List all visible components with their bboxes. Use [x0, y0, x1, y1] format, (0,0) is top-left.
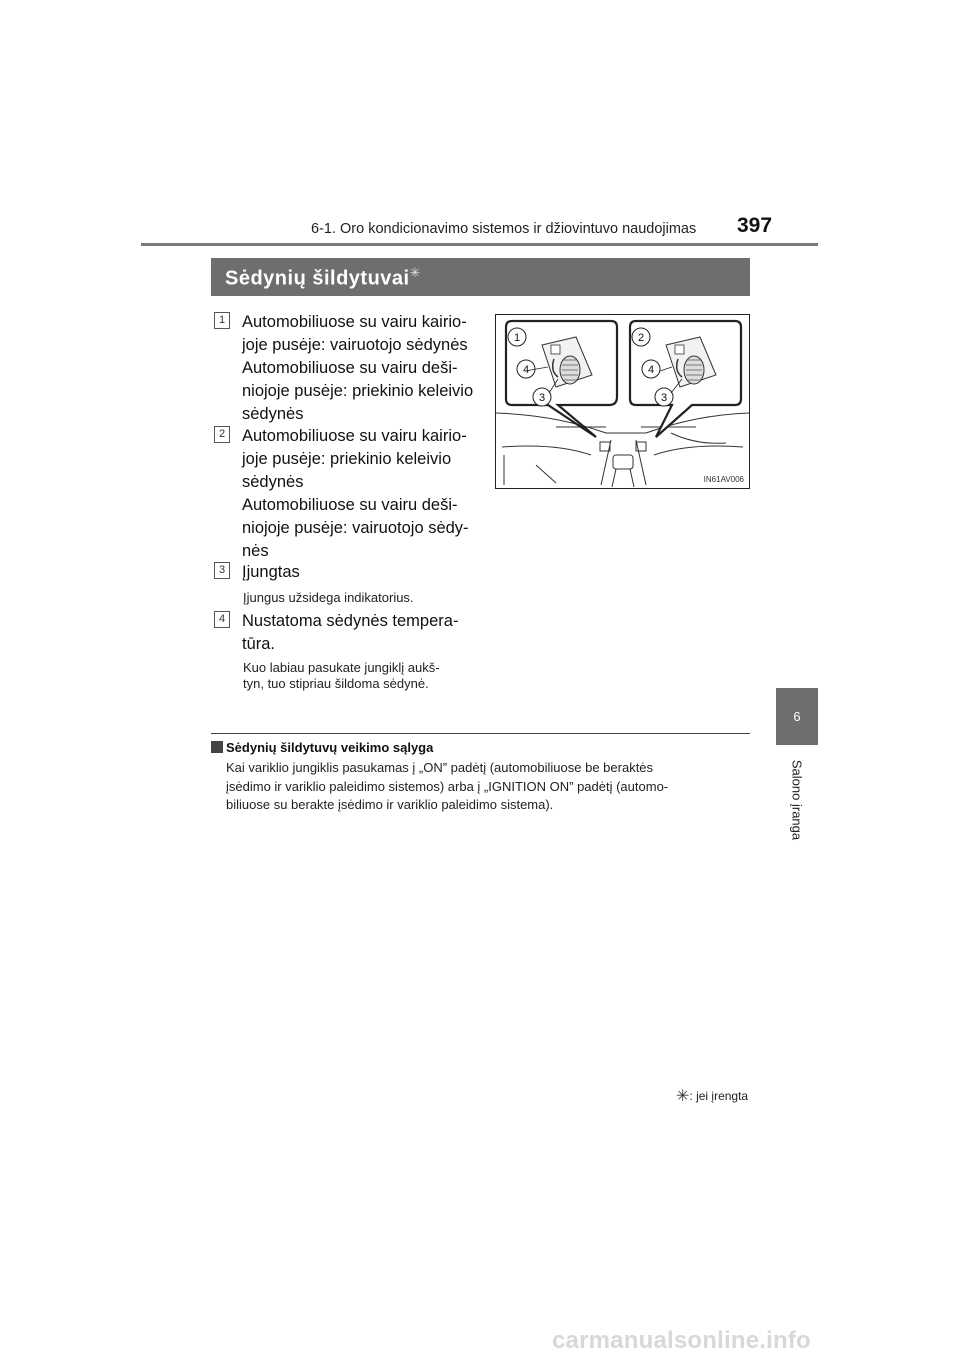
callout-label: 1 [513, 332, 521, 344]
item-3-note: Įjungus užsidega indikatorius. [243, 590, 414, 605]
item-number-3: 3 [214, 562, 230, 579]
console-line [636, 440, 646, 485]
item-number-2: 2 [214, 426, 230, 443]
item-4-text [242, 610, 478, 656]
item-1-line: Automobiliuose su vairu deši- [242, 359, 458, 377]
chapter-label: Salono įranga [789, 759, 805, 841]
item-4-line: tūra. [242, 635, 276, 653]
dashboard-edge [496, 413, 749, 433]
callout-label: 4 [522, 364, 530, 376]
footnote-marker-icon: ✳ [676, 1088, 690, 1105]
header-rule [141, 243, 818, 246]
chapter-tab [776, 688, 818, 745]
item-1-line: niojoje pusėje: priekinio keleivio [242, 382, 474, 400]
gear-shifter [613, 455, 633, 469]
item-2-line: joje pusėje: priekinio keleivio [242, 450, 452, 468]
seat-heater-illustration [495, 314, 750, 489]
note-heading: Sėdynių šildytuvų veikimo sąlyga [226, 740, 434, 755]
chapter-number: 6 [793, 709, 801, 724]
item-number-1: 1 [214, 312, 230, 329]
footnote-text: : jei įrengta [689, 1089, 749, 1103]
callout-label: 3 [538, 392, 546, 404]
footnote [676, 1086, 748, 1106]
note-body [226, 759, 748, 815]
console-line [612, 469, 634, 487]
section-title [225, 265, 421, 291]
watermark: carmanualsonline.info [552, 1327, 811, 1354]
section-title-text: Sėdynių šildytuvai [225, 267, 410, 290]
item-2-line: Automobiliuose su vairu deši- [242, 496, 458, 514]
item-2-line: Automobiliuose su vairu kairio- [242, 427, 467, 445]
section-divider [211, 733, 750, 734]
item-1-text [242, 311, 478, 426]
item-3-line: Įjungtas [242, 563, 300, 581]
dashboard-drawing [496, 315, 749, 488]
item-1-line: sėdynės [242, 405, 304, 423]
note-body-line: įsėdimo ir variklio paleidimo sistemos) arba į „IGNITION ON” padėtį (automo- [226, 778, 669, 794]
callout-label: 3 [660, 392, 668, 404]
item-4-note [243, 660, 479, 692]
item-1-line: Automobiliuose su vairu kairio- [242, 313, 467, 331]
callout-label: 2 [637, 332, 645, 344]
item-2-line: niojoje pusėje: vairuotojo sėdy- [242, 519, 469, 537]
optional-equipment-marker: ✳ [409, 265, 422, 280]
item-3-text [242, 561, 478, 584]
item-4-line: Nustatoma sėdynės tempera- [242, 612, 459, 630]
section-title-bar [211, 258, 750, 296]
item-2-line: sėdynės [242, 473, 304, 491]
item-2-text [242, 425, 478, 563]
item-4-note-line: tyn, tuo stipriau šildoma sėdynė. [243, 676, 429, 691]
page-number: 397 [737, 214, 773, 237]
indicator-light [551, 345, 560, 354]
item-1-line: joje pusėje: vairuotojo sėdynės [242, 336, 468, 354]
item-4-note-line: Kuo labiau pasukate jungiklį aukš- [243, 660, 440, 675]
callout-label: 4 [647, 364, 655, 376]
dashboard-line [502, 446, 591, 455]
note-body-line: Kai variklio jungiklis pasukamas į „ON” padėtį (automobiliuose be beraktės [226, 760, 654, 775]
running-title: 6-1. Oro kondicionavimo sistemos ir džiovintuvo naudojimas [311, 221, 697, 237]
item-number-4: 4 [214, 611, 230, 628]
item-2-line: nės [242, 542, 269, 560]
indicator-light [675, 345, 684, 354]
dashboard-line [536, 465, 556, 483]
illustration-code: IN61AV006 [703, 475, 744, 484]
chapter-label-box [777, 740, 817, 860]
note-body-line: biliuose su berakte įsėdimo ir variklio paleidimo sistema). [226, 797, 554, 812]
dashboard-line [671, 433, 726, 443]
dashboard-line [654, 446, 743, 455]
note-bullet-icon [211, 741, 223, 753]
